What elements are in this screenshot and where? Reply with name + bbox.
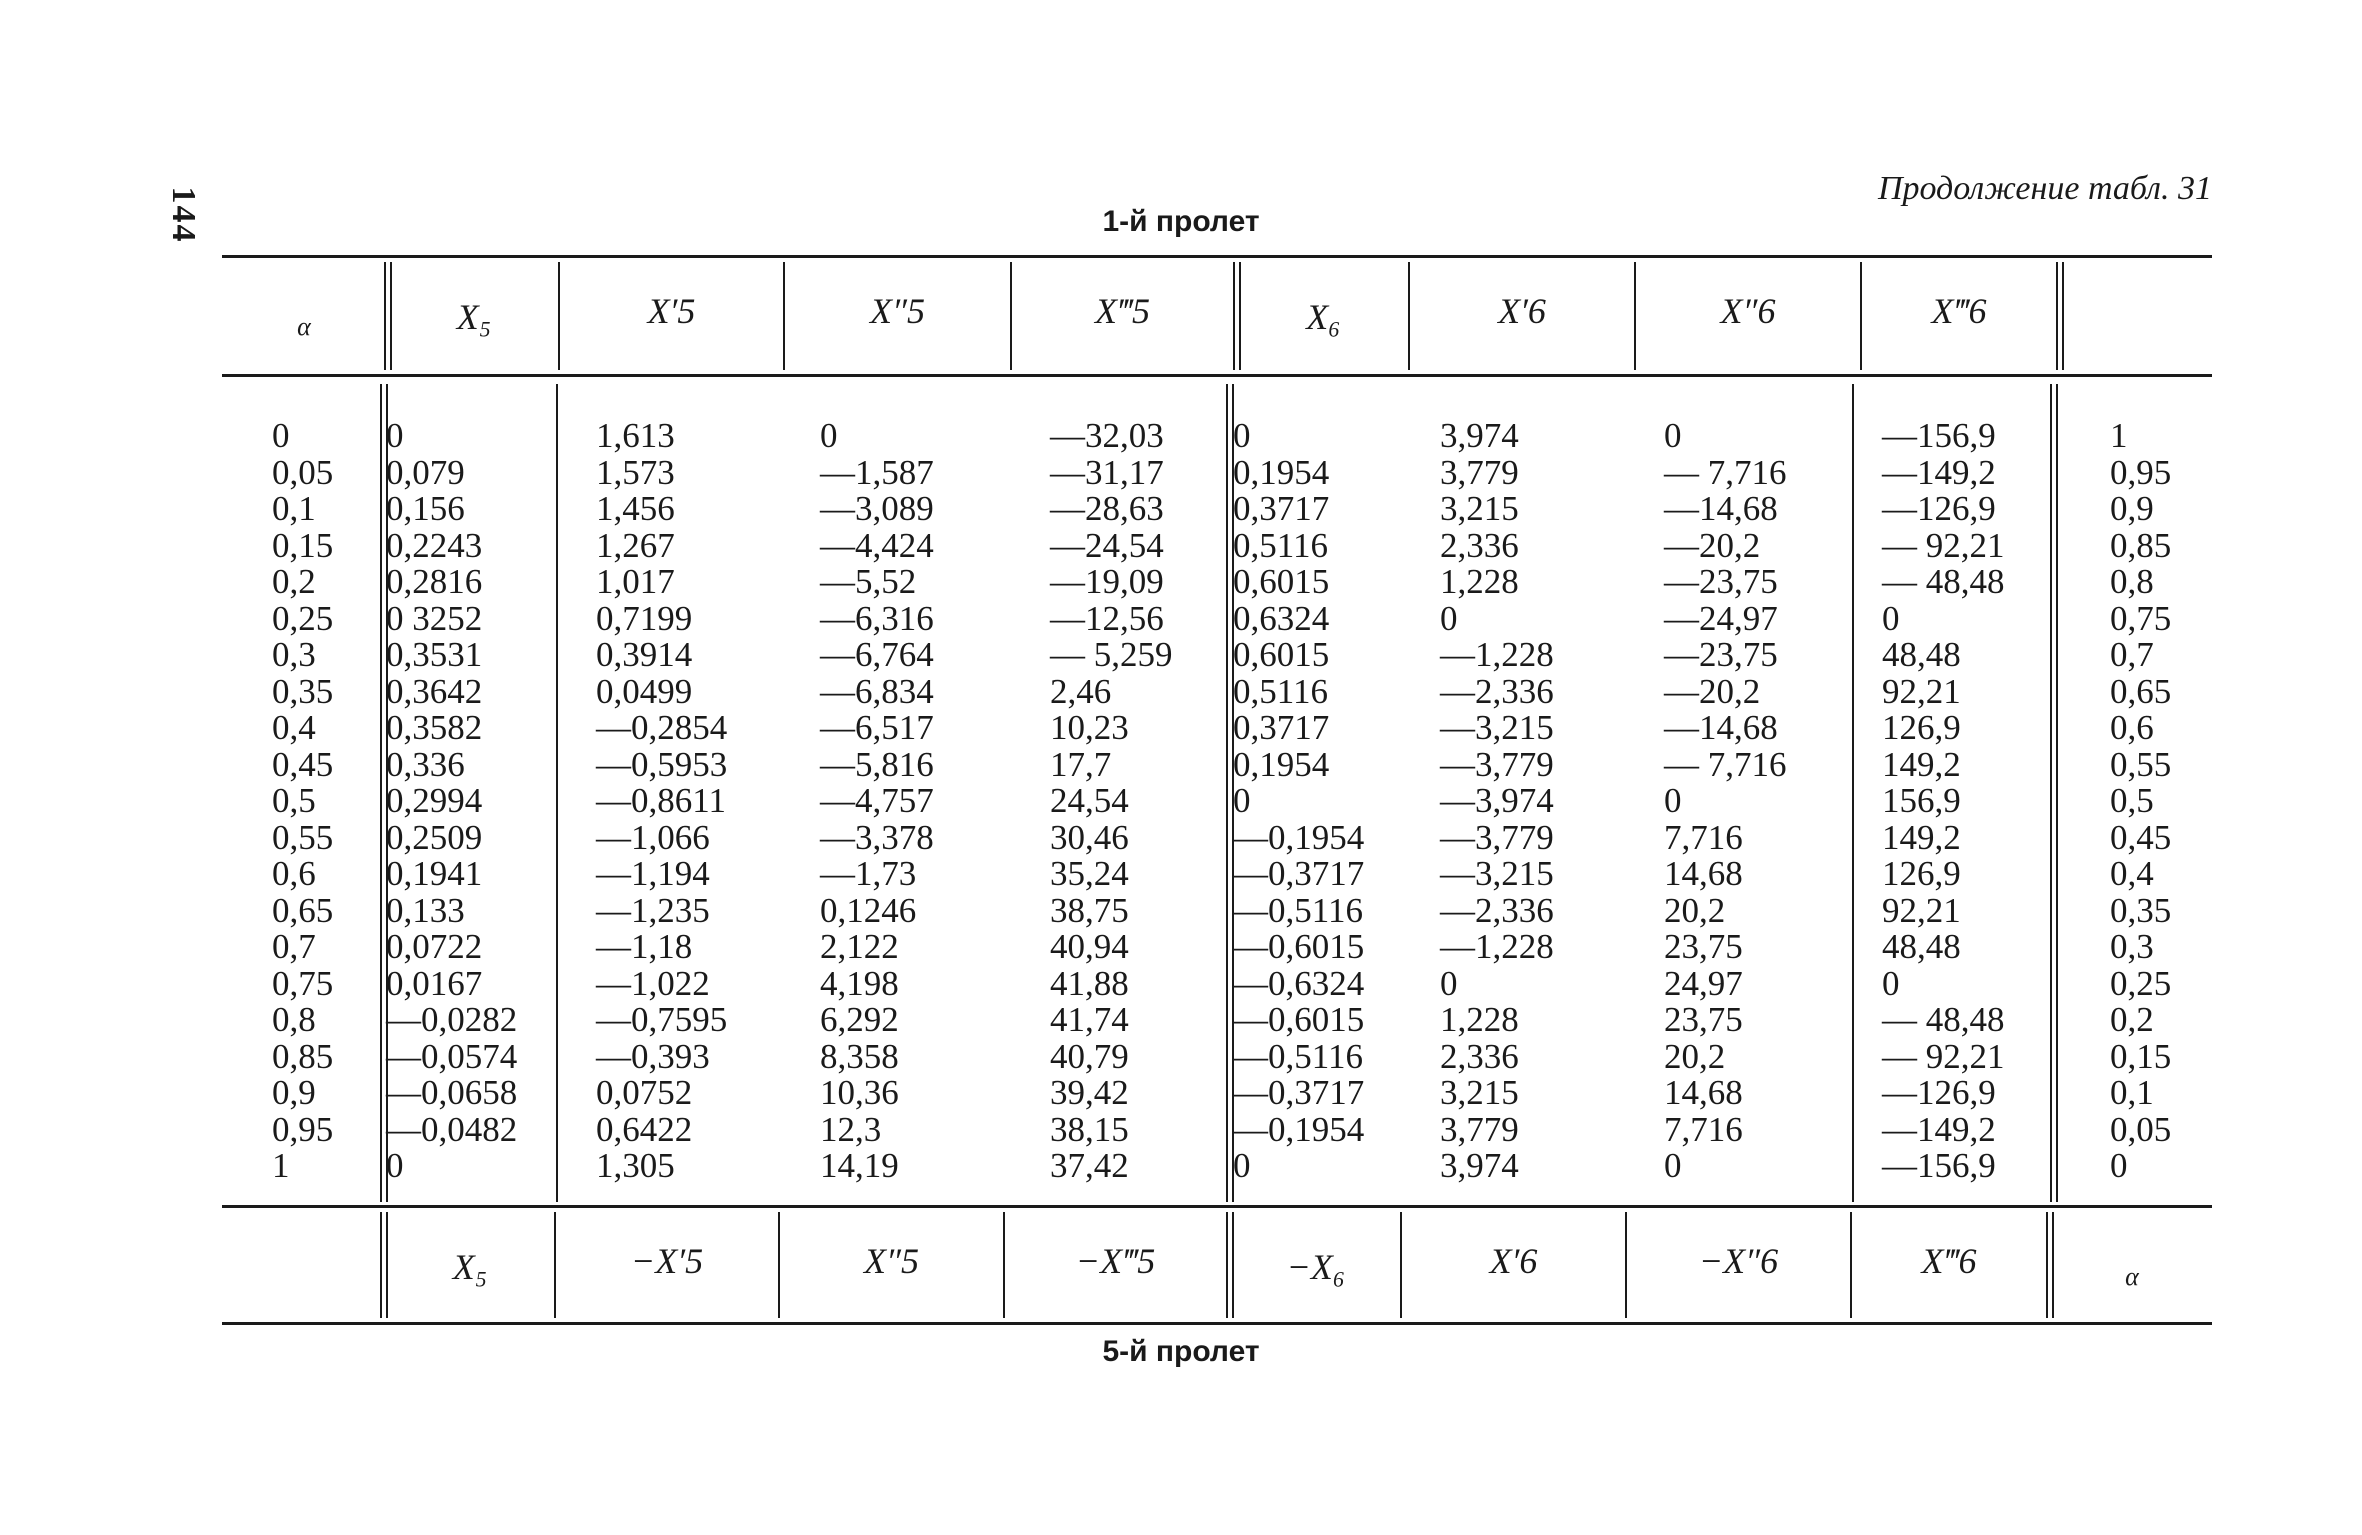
table-cell: —1,066 <box>596 817 710 857</box>
table-cell: 3,974 <box>1440 416 1519 455</box>
table-cell: —126,9 <box>1882 1073 1996 1112</box>
table-cell: 20,2 <box>1664 890 1726 930</box>
table-cell: 0,5 <box>272 781 316 820</box>
table-cell: 0,2509 <box>386 817 483 857</box>
table-cell: —28,63 <box>1050 489 1164 528</box>
table-cell: 0,1 <box>272 489 316 528</box>
table-cell: 0 <box>1233 416 1251 455</box>
table-cell: 2,336 <box>1440 1036 1519 1076</box>
table-cell: —32,03 <box>1050 416 1164 455</box>
table-cell: 92,21 <box>1882 671 1961 711</box>
table-cell: 0,8 <box>2110 562 2154 601</box>
table-cell: 14,68 <box>1664 1073 1743 1112</box>
column-x5-double-prime <box>820 418 934 1185</box>
rule-top <box>222 255 2212 258</box>
column-alpha-right <box>2110 418 2171 1185</box>
table-cell: 3,974 <box>1440 1146 1519 1185</box>
table-cell: —23,75 <box>1664 562 1778 601</box>
table-cell: —126,9 <box>1882 489 1996 528</box>
table-cell: 0,6422 <box>596 1109 693 1149</box>
table-cell: 37,42 <box>1050 1146 1129 1185</box>
footer-x6-prime: X′6 <box>1489 1241 1538 1281</box>
table-cell: 1,613 <box>596 416 675 455</box>
table-cell: —0,0282 <box>386 1000 518 1039</box>
table-cell: —4,757 <box>820 781 934 820</box>
table-cell: 48,48 <box>1882 635 1961 674</box>
table-cell: 38,15 <box>1050 1109 1129 1149</box>
table-cell: —2,336 <box>1440 890 1554 930</box>
column-x6-triple-prime <box>1882 418 2005 1185</box>
bottom-span-title: 5-й пролет <box>1102 1335 1260 1368</box>
table-cell: 0 <box>2110 1146 2128 1185</box>
table-cell: 0 <box>272 416 290 455</box>
table-cell: —149,2 <box>1882 1109 1996 1149</box>
table-cell: 0,2 <box>2110 1000 2154 1039</box>
table-cell: —3,378 <box>820 817 934 857</box>
table-cell: 0,85 <box>2110 525 2172 565</box>
table-cell: 0,156 <box>386 489 465 528</box>
table-cell: 0,1941 <box>386 854 483 893</box>
footer-x6-triple-prime: X‴6 <box>1921 1241 1977 1281</box>
table-cell: — 48,48 <box>1882 1000 2005 1039</box>
table-cell: 0,05 <box>2110 1109 2172 1149</box>
table-cell: 0,1 <box>2110 1073 2154 1112</box>
header-x6-triple-prime: X‴6 <box>1931 291 1987 331</box>
table-cell: 0,1954 <box>1233 744 1330 784</box>
table-cell: 23,75 <box>1664 1000 1743 1039</box>
table-cell: 24,97 <box>1664 963 1743 1003</box>
table-cell: 0,133 <box>386 890 465 930</box>
table-cell: 0,0167 <box>386 963 483 1003</box>
table-cell: 0,2816 <box>386 562 483 601</box>
table-cell: —6,517 <box>820 708 934 747</box>
table-cell: 1,017 <box>596 562 675 601</box>
table-cell: 0 <box>1664 416 1682 455</box>
table-cell: —0,5953 <box>596 744 728 784</box>
rule-body-bottom <box>222 1205 2212 1208</box>
table-cell: —19,09 <box>1050 562 1164 601</box>
table-cell: 0 <box>1440 963 1458 1003</box>
table-cell: 126,9 <box>1882 708 1961 747</box>
table-cell: 14,68 <box>1664 854 1743 893</box>
column-x6-prime <box>1440 418 1554 1185</box>
table-cell: 7,716 <box>1664 817 1743 857</box>
table-cell: —3,779 <box>1440 817 1554 857</box>
table-continuation-caption: Продолжение табл. 31 <box>1877 170 2212 207</box>
table-cell: 12,3 <box>820 1109 882 1149</box>
vline <box>1226 384 1228 1202</box>
table-cell: —14,68 <box>1664 489 1778 528</box>
table-cell: 3,779 <box>1440 452 1519 492</box>
column-alpha-left <box>272 418 333 1185</box>
table-cell: —20,2 <box>1664 525 1761 565</box>
rule-bottom <box>222 1322 2212 1325</box>
table-cell: 0,5116 <box>1233 671 1328 711</box>
table-cell: —0,6324 <box>1233 963 1365 1003</box>
table-cell: 10,23 <box>1050 708 1129 747</box>
table-cell: —0,6015 <box>1233 927 1365 966</box>
vline <box>1226 1212 1228 1318</box>
table-cell: —1,18 <box>596 927 693 966</box>
table-cell: —1,228 <box>1440 635 1554 674</box>
table-cell: 156,9 <box>1882 781 1961 820</box>
footer-x5-double-prime: X″5 <box>864 1241 919 1281</box>
table-cell: 0 <box>386 416 404 455</box>
table-cell: 92,21 <box>1882 890 1961 930</box>
table-cell: 2,46 <box>1050 671 1112 711</box>
table-cell: 0,35 <box>272 671 334 711</box>
table-cell: 30,46 <box>1050 817 1129 857</box>
table-cell: 0,95 <box>272 1109 334 1149</box>
table-cell: 1,305 <box>596 1146 675 1185</box>
table-cell: —5,816 <box>820 744 934 784</box>
table-cell: 3,215 <box>1440 1073 1519 1112</box>
table-cell: 0,95 <box>2110 452 2172 492</box>
table-cell: —156,9 <box>1882 416 1996 455</box>
header-x5: X₅ <box>456 297 492 337</box>
table-cell: 0,3717 <box>1233 708 1330 747</box>
table-cell: 0,2243 <box>386 525 483 565</box>
table-cell: —0,7595 <box>596 1000 728 1039</box>
table-cell: —0,5116 <box>1233 890 1363 930</box>
table-cell: —0,0574 <box>386 1036 518 1076</box>
table-cell: 0,75 <box>2110 598 2172 638</box>
table-cell: —0,2854 <box>596 708 728 747</box>
table-cell: 1,456 <box>596 489 675 528</box>
table-cell: 39,42 <box>1050 1073 1129 1112</box>
table-cell: 0,7 <box>2110 635 2154 674</box>
table-cell: 4,198 <box>820 963 899 1003</box>
table-cell: 0,55 <box>2110 744 2172 784</box>
table-cell: 0,3642 <box>386 671 483 711</box>
header-x6-prime: X′6 <box>1498 291 1546 331</box>
table-cell: 0 <box>1882 963 1900 1003</box>
table-cell: 0,6015 <box>1233 635 1330 674</box>
rule-header-bottom <box>222 374 2212 377</box>
table-cell: 0,5116 <box>1233 525 1328 565</box>
table-cell: —0,0482 <box>386 1109 518 1149</box>
table-cell: —3,779 <box>1440 744 1554 784</box>
table-cell: 0,6 <box>2110 708 2154 747</box>
table-cell: —12,56 <box>1050 598 1164 638</box>
table-cell: — 7,716 <box>1664 452 1787 492</box>
table-cell: 0,0499 <box>596 671 693 711</box>
footer-x5: X₅ <box>452 1247 488 1287</box>
table-cell: 0,15 <box>2110 1036 2172 1076</box>
table-cell: 0 <box>1664 781 1682 820</box>
table-cell: 0 <box>1440 598 1458 638</box>
header-x5-triple-prime: X‴5 <box>1094 291 1151 331</box>
table-cell: 0,0752 <box>596 1073 693 1112</box>
table-cell: 20,2 <box>1664 1036 1726 1076</box>
table-cell: —0,6015 <box>1233 1000 1365 1039</box>
table-cell: 0,6015 <box>1233 562 1330 601</box>
footer-alpha: α <box>2125 1262 2139 1291</box>
table-cell: 23,75 <box>1664 927 1743 966</box>
table-cell: 24,54 <box>1050 781 1129 820</box>
table-cell: 0,6324 <box>1233 598 1330 638</box>
table-cell: —4,424 <box>820 525 934 565</box>
table-cell: 0 <box>386 1146 404 1185</box>
vline <box>380 384 382 1202</box>
table-cell: 0,35 <box>2110 890 2172 930</box>
table-cell: 0,55 <box>272 817 334 857</box>
table-cell: 0,9 <box>272 1073 316 1112</box>
table-cell: —24,97 <box>1664 598 1778 638</box>
table-cell: —1,235 <box>596 890 710 930</box>
table-cell: —0,3717 <box>1233 854 1365 893</box>
table-cell: —3,974 <box>1440 781 1554 820</box>
table-cell: 1 <box>2110 416 2128 455</box>
table-cell: —0,0658 <box>386 1073 518 1112</box>
table-cell: 0,3 <box>272 635 316 674</box>
table-cell: 0 <box>1664 1146 1682 1185</box>
table-cell: —1,73 <box>820 854 917 893</box>
table-cell: —23,75 <box>1664 635 1778 674</box>
table-cell: 0,3914 <box>596 635 693 674</box>
table-cell: — 92,21 <box>1882 1036 2005 1076</box>
header-x5-prime: X′5 <box>647 291 696 331</box>
table-cell: 0,45 <box>2110 817 2172 857</box>
column-x6 <box>1233 418 1364 1185</box>
table-cell: 17,7 <box>1050 744 1112 784</box>
table-cell: 0,3531 <box>386 635 483 674</box>
table-cell: 0,45 <box>272 744 334 784</box>
table-cell: 1 <box>272 1146 290 1185</box>
table-cell: 40,79 <box>1050 1036 1129 1076</box>
table-cell: 0,7 <box>272 927 316 966</box>
table-cell: 0,6 <box>272 854 316 893</box>
table-cell: —0,8611 <box>596 781 726 820</box>
table-cell: 7,716 <box>1664 1109 1743 1149</box>
table-cell: —0,1954 <box>1233 817 1365 857</box>
table-cell: —1,194 <box>596 854 710 893</box>
table-cell: 8,358 <box>820 1036 899 1076</box>
table-cell: 0 <box>1233 781 1251 820</box>
table-cell: 0,0722 <box>386 927 483 966</box>
table-cell: 0,4 <box>272 708 316 747</box>
table-cell: 3,779 <box>1440 1109 1519 1149</box>
table-cell: —1,587 <box>820 452 934 492</box>
top-span-title: 1-й пролет <box>1102 205 1260 238</box>
table-cell: 35,24 <box>1050 854 1129 893</box>
table-cell: —0,5116 <box>1233 1036 1363 1076</box>
table-cell: 2,122 <box>820 927 899 966</box>
footer-neg-x6: −X₆ <box>1286 1247 1346 1287</box>
table-cell: — 7,716 <box>1664 744 1787 784</box>
table-cell: 149,2 <box>1882 744 1961 784</box>
column-x6-double-prime <box>1664 418 1787 1185</box>
vline <box>2056 262 2058 370</box>
table-cell: —31,17 <box>1050 452 1164 492</box>
column-x5-prime <box>596 418 727 1185</box>
header-x5-double-prime: X″5 <box>870 291 925 331</box>
header-x6: X₆ <box>1306 297 1341 337</box>
table-cell: 0 3252 <box>386 598 483 638</box>
vline <box>2046 1212 2048 1318</box>
table-cell: 0,1954 <box>1233 452 1330 492</box>
table-cell: 0 <box>1233 1146 1251 1185</box>
table-cell: —1,228 <box>1440 927 1554 966</box>
table-cell: 38,75 <box>1050 890 1129 930</box>
table-cell: 0,05 <box>272 452 334 492</box>
table-cell: 0,7199 <box>596 598 693 638</box>
table-cell: —3,215 <box>1440 854 1554 893</box>
table-cell: 6,292 <box>820 1000 899 1039</box>
vline <box>384 262 386 370</box>
table-cell: 0 <box>820 416 838 455</box>
table-cell: 0,4 <box>2110 854 2154 893</box>
table-cell: —3,089 <box>820 489 934 528</box>
table-cell: 1,267 <box>596 525 675 565</box>
table-cell: 0,2994 <box>386 781 483 820</box>
column-x5-triple-prime <box>1050 418 1173 1185</box>
table-cell: 14,19 <box>820 1146 899 1185</box>
table-cell: —6,316 <box>820 598 934 638</box>
table-cell: —0,1954 <box>1233 1109 1365 1149</box>
table-cell: —5,52 <box>820 562 917 601</box>
table-cell: — 5,259 <box>1050 635 1173 674</box>
table-cell: —3,215 <box>1440 708 1554 747</box>
table-cell: — 92,21 <box>1882 525 2005 565</box>
table-cell: 0,25 <box>2110 963 2172 1003</box>
column-x5 <box>386 418 517 1185</box>
table-cell: 0,079 <box>386 452 465 492</box>
table-cell: 0,75 <box>272 963 334 1003</box>
table-cell: 41,88 <box>1050 963 1129 1003</box>
table-cell: 0,3 <box>2110 927 2154 966</box>
table-cell: —6,764 <box>820 635 934 674</box>
table-cell: 0,2 <box>272 562 316 601</box>
table-cell: 0,65 <box>272 890 334 930</box>
table-cell: —24,54 <box>1050 525 1164 565</box>
table-cell: 1,228 <box>1440 562 1519 601</box>
table-cell: 48,48 <box>1882 927 1961 966</box>
table-cell: 2,336 <box>1440 525 1519 565</box>
footer-neg-x5-prime: −X′5 <box>630 1241 704 1281</box>
table-cell: 0,65 <box>2110 671 2172 711</box>
table-cell: 126,9 <box>1882 854 1961 893</box>
vline <box>2050 384 2052 1202</box>
table-cell: 0,5 <box>2110 781 2154 820</box>
table-cell: 10,36 <box>820 1073 899 1112</box>
table-cell: 1,228 <box>1440 1000 1519 1039</box>
table-cell: 1,573 <box>596 452 675 492</box>
header-x6-double-prime: X″6 <box>1720 291 1776 331</box>
table-cell: 0,15 <box>272 525 334 565</box>
table-cell: — 48,48 <box>1882 562 2005 601</box>
footer-neg-x6-double-prime: −X″6 <box>1698 1241 1779 1281</box>
table-cell: —0,3717 <box>1233 1073 1365 1112</box>
vline <box>556 384 558 1202</box>
table-cell: 149,2 <box>1882 817 1961 857</box>
footer-neg-x5-triple-prime: −X‴5 <box>1075 1241 1156 1281</box>
table-cell: —0,393 <box>596 1036 710 1076</box>
header-alpha: α <box>297 312 311 341</box>
table-cell: 0,25 <box>272 598 334 638</box>
table-cell: 41,74 <box>1050 1000 1129 1039</box>
table-cell: 0,85 <box>272 1036 334 1076</box>
vline <box>1852 384 1854 1202</box>
table-cell: —6,834 <box>820 671 934 711</box>
vline <box>1233 262 1235 370</box>
vline <box>380 1212 382 1318</box>
table-cell: —156,9 <box>1882 1146 1996 1185</box>
table-cell: —2,336 <box>1440 671 1554 711</box>
table-cell: 0,9 <box>2110 489 2154 528</box>
table-cell: 0,1246 <box>820 890 917 930</box>
page-number: 144 <box>165 186 202 244</box>
table-cell: 3,215 <box>1440 489 1519 528</box>
table-cell: 0,336 <box>386 744 465 784</box>
table-cell: —20,2 <box>1664 671 1761 711</box>
table-cell: —1,022 <box>596 963 710 1003</box>
table-cell: 0,8 <box>272 1000 316 1039</box>
table-cell: 40,94 <box>1050 927 1129 966</box>
table-cell: —149,2 <box>1882 452 1996 492</box>
table-cell: —14,68 <box>1664 708 1778 747</box>
table-cell: 0,3717 <box>1233 489 1330 528</box>
table-cell: 0 <box>1882 598 1900 638</box>
table-cell: 0,3582 <box>386 708 483 747</box>
